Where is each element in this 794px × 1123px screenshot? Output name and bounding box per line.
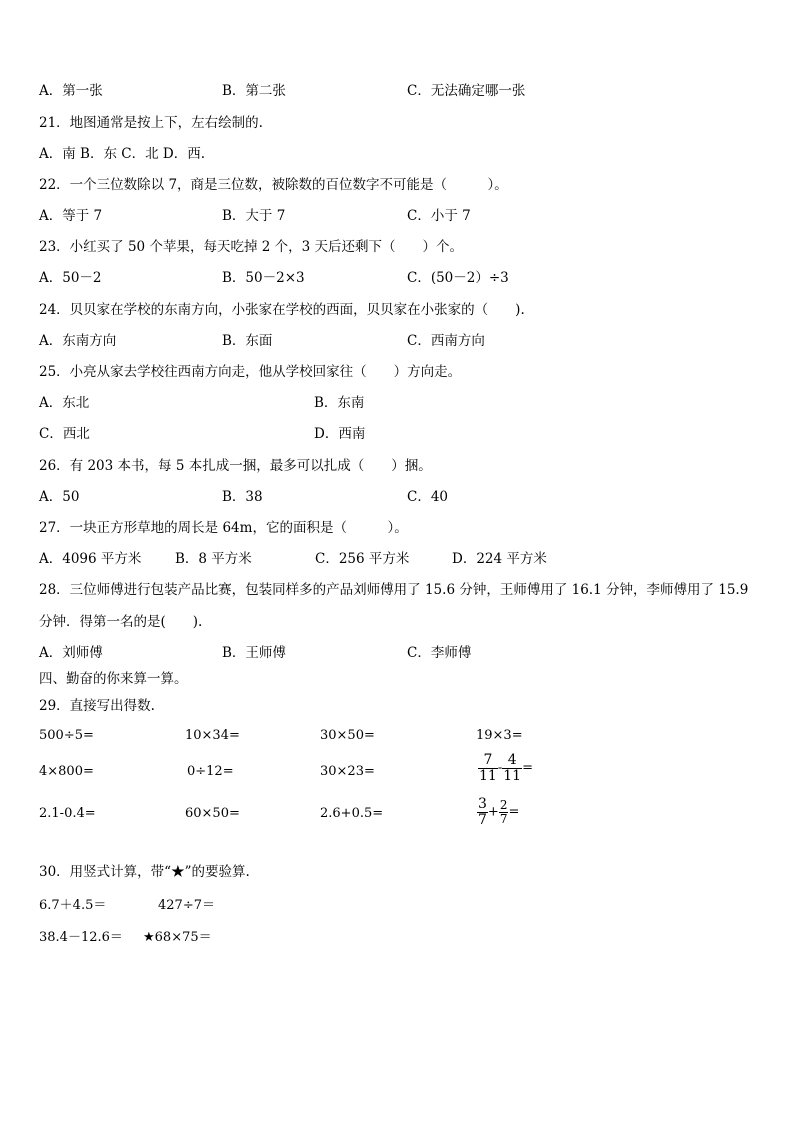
denominator: 11: [479, 767, 497, 784]
q29-expr: 500÷5=: [39, 728, 94, 743]
q30-expr: ★68×75＝: [143, 930, 212, 945]
q24-question: 24．贝贝家在学校的东南方向，小张家在学校的西面，贝贝家在小张家的（ ).: [39, 302, 525, 318]
q30-question: 30．用竖式计算，带“★”的要验算.: [39, 864, 250, 880]
q26-question: 26．有 203 本书，每 5 本扎成一捆，最多可以扎成（ ）捆。: [39, 458, 432, 474]
q30-expr: 38.4－12.6＝: [39, 930, 123, 945]
q25-option-a: A．东北: [39, 395, 90, 411]
q22-option-b: B．大于 7: [222, 208, 286, 224]
q23-option-c: C．(50－2）÷3: [407, 270, 509, 286]
q29-expr: 30×50=: [320, 728, 375, 743]
operator: -: [497, 760, 503, 776]
denominator: 7: [478, 811, 487, 828]
denominator: 11: [503, 767, 522, 784]
q28-option-c: C．李师傅: [407, 645, 472, 661]
q29-expr: 4×800=: [39, 764, 94, 779]
q27-option-b: B．8 平方米: [175, 551, 252, 567]
q25-option-c: C．西北: [39, 426, 90, 442]
q28-option-b: B．王师傅: [222, 645, 286, 661]
q20-option-a: A．第一张: [39, 83, 103, 99]
q29-expr: 60×50=: [185, 806, 240, 821]
q22-option-a: A．等于 7: [39, 208, 103, 224]
q29-fraction-expr: [478, 753, 533, 783]
q23-option-b: B．50－2×3: [222, 270, 305, 286]
fraction: [502, 753, 522, 783]
q24-option-c: C．西南方向: [407, 333, 485, 349]
q21-question: 21．地图通常是按上下，左右绘制的.: [39, 115, 263, 131]
q30-expr: 6.7＋4.5＝: [39, 898, 107, 913]
equals-sign: =: [522, 760, 533, 776]
q24-option-a: A．东南方向: [39, 333, 117, 349]
q25-option-d: D．西南: [314, 426, 366, 442]
q22-option-c: C．小于 7: [407, 208, 471, 224]
q23-question: 23．小红买了 50 个苹果，每天吃掉 2 个，3 天后还剩下（ ）个。: [39, 239, 463, 255]
q28-option-a: A．刘师傅: [39, 645, 103, 661]
q21-options: A．南 B．东 C．北 D．西.: [39, 146, 205, 162]
q28-question-line1: 28．三位师傅进行包装产品比赛，包装同样多的产品刘师傅用了 15.6 分钟，王师傅用了 16.1 分钟，李师傅用了 15.9: [39, 582, 749, 598]
q27-option-d: D．224 平方米: [452, 551, 547, 567]
q23-option-a: A．50－2: [39, 270, 102, 286]
q29-expr: 2.6+0.5=: [320, 806, 384, 821]
q29-expr: 10×34=: [185, 728, 240, 743]
q26-option-c: C．40: [407, 489, 449, 505]
numerator: 2: [499, 798, 508, 813]
q24-option-b: B．东面: [222, 333, 273, 349]
q27-question: 27．一块正方形草地的周长是 64m，它的面积是（ ）。: [39, 520, 408, 536]
q29-expr: 2.1-0.4=: [39, 806, 96, 821]
section-four-heading: 四、勤奋的你来算一算。: [39, 671, 188, 687]
q29-question: 29．直接写出得数.: [39, 698, 155, 714]
q29-expr: 30×23=: [320, 764, 375, 779]
q26-option-b: B．38: [222, 489, 263, 505]
numerator: 4: [502, 753, 522, 769]
fraction: [477, 797, 488, 827]
q25-question: 25．小亮从家去学校往西南方向走，他从学校回家往（ ）方向走。: [39, 364, 462, 380]
q29-expr: 19×3=: [476, 728, 523, 743]
q22-question: 22．一个三位数除以 7，商是三位数，被除数的百位数字不可能是（ ）。: [39, 177, 508, 193]
numerator: 3: [478, 796, 487, 812]
q20-option-c: C．无法确定哪一张: [407, 83, 526, 99]
denominator: 7: [499, 811, 508, 826]
q27-option-c: C．256 平方米: [315, 551, 410, 567]
operator: +: [487, 804, 499, 820]
q29-expr: 0÷12=: [187, 764, 234, 779]
q26-option-a: A．50: [39, 489, 80, 505]
numerator: 7: [478, 753, 498, 769]
q29-fraction-expr: [477, 797, 519, 827]
q30-expr: 427÷7＝: [158, 898, 215, 913]
fraction: [478, 753, 498, 783]
q20-option-b: B．第二张: [222, 83, 286, 99]
q28-question-line2: 分钟．得第一名的是( ).: [39, 614, 203, 630]
q27-option-a: A．4096 平方米: [39, 551, 142, 567]
equals-sign: =: [508, 804, 520, 820]
q25-option-b: B．东南: [314, 395, 365, 411]
